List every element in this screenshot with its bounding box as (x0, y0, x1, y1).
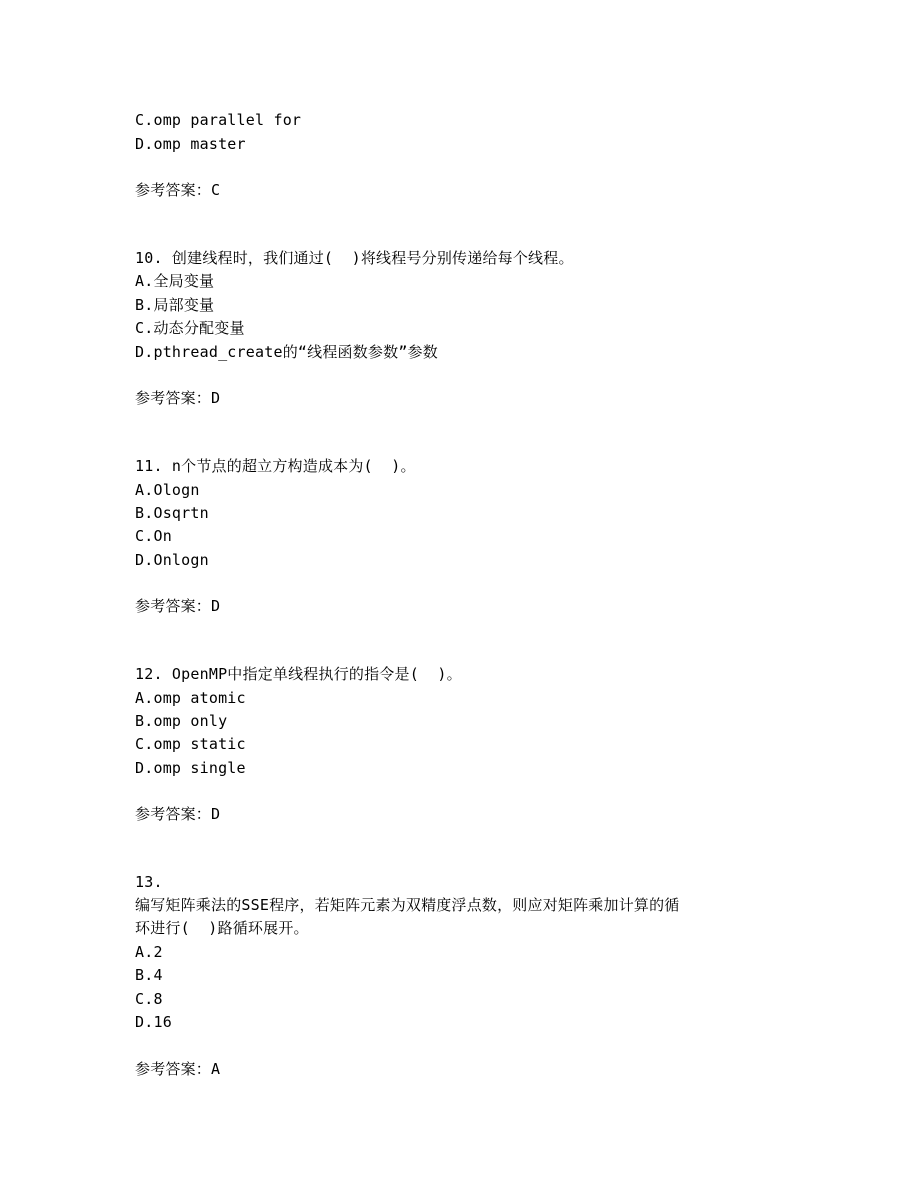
option-a: A.2 (135, 943, 163, 961)
option-d: D.16 (135, 1013, 172, 1031)
answer: 参考答案：D (135, 805, 221, 823)
option-b: B.局部变量 (135, 296, 215, 314)
question-13-stem-line-2: 环进行( )路循环展开。 (135, 919, 309, 937)
question-10-stem: 10. 创建线程时，我们通过( )将线程号分别传递给每个线程。 (135, 249, 574, 267)
answer: 参考答案：D (135, 597, 221, 615)
option-c: C.动态分配变量 (135, 319, 245, 337)
option-c: C.omp static (135, 735, 246, 753)
answer: 参考答案：C (135, 181, 221, 199)
option-c: C.8 (135, 990, 163, 1008)
option-d: D.Onlogn (135, 551, 209, 569)
answer: 参考答案：D (135, 389, 221, 407)
option-c: C.On (135, 527, 172, 545)
option-d: D.omp master (135, 135, 246, 153)
option-a: A.omp atomic (135, 689, 246, 707)
question-12-stem: 12. OpenMP中指定单线程执行的指令是( )。 (135, 665, 462, 683)
answer: 参考答案：A (135, 1060, 221, 1078)
option-a: A.Ologn (135, 481, 200, 499)
question-13-stem-line-1: 编写矩阵乘法的SSE程序，若矩阵元素为双精度浮点数，则应对矩阵乘加计算的循 (135, 896, 680, 914)
option-b: B.4 (135, 966, 163, 984)
option-c: C.omp parallel for (135, 111, 302, 129)
question-13-number: 13. (135, 873, 163, 891)
option-d: D.omp single (135, 759, 246, 777)
option-b: B.Osqrtn (135, 504, 209, 522)
option-b: B.omp only (135, 712, 228, 730)
option-d: D.pthread_create的“线程函数参数”参数 (135, 343, 438, 361)
option-a: A.全局变量 (135, 272, 215, 290)
question-11-stem: 11. n个节点的超立方构造成本为( )。 (135, 457, 416, 475)
